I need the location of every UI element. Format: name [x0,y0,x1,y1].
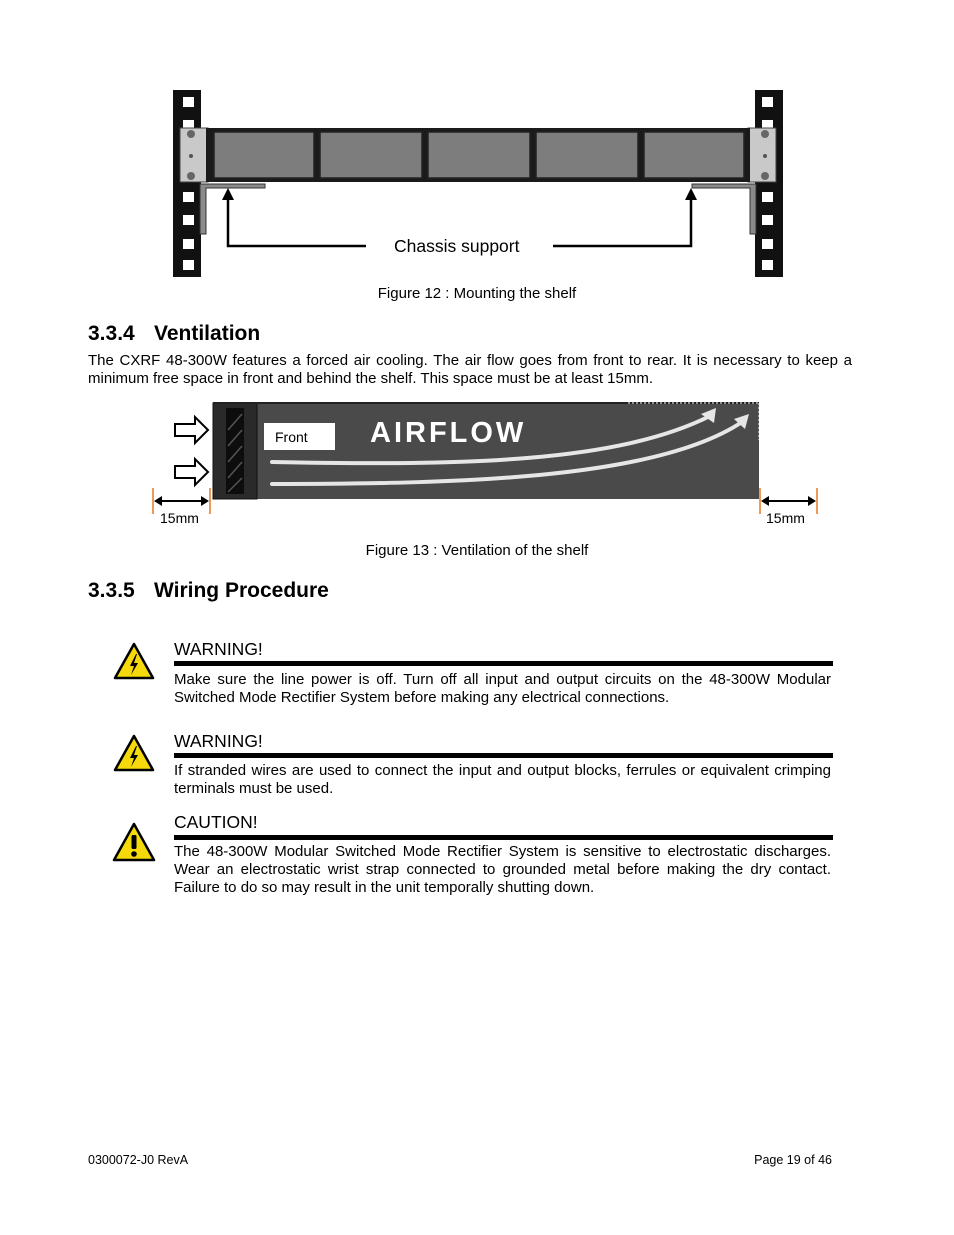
section-title: Ventilation [154,322,261,345]
notice-text: The 48-300W Modular Switched Mode Rectifier System is sensitive to electrostatic discharges. Wear an electrostatic wrist strap connected to grounded metal before making the dry contact. Failure to do so may result in the unit temporally shutting down. [174,843,831,896]
section-number: 3.3.5 [88,579,135,602]
intake-arrow-icon [175,417,208,443]
figure-13-caption: Figure 13 : Ventilation of the shelf [365,542,589,559]
section-title: Wiring Procedure [154,579,329,602]
chassis-support-label: Chassis support [394,236,520,256]
section-heading-wiring [88,579,329,603]
electrical-hazard-icon [113,734,155,777]
front-label-text: Front [275,429,308,445]
caution-exclamation-icon [112,822,156,867]
notice-text: If stranded wires are used to connect the input and output blocks, ferrules or equivalent crimping terminals must be used. [174,762,831,797]
notice-title: WARNING! [174,639,263,659]
footer-page-number: Page 19 of 46 [754,1153,832,1167]
front-label [264,423,335,450]
notice-text: Make sure the line power is off. Turn off all input and output circuits on the 48-300W Modular Switched Mode Rectifier System before making any electrical connections. [174,671,831,706]
intake-arrow-icon [175,459,208,485]
section-number: 3.3.4 [88,322,135,345]
rectifier-modules [214,132,744,178]
airflow-label: AIRFLOW [370,417,527,449]
ventilation-paragraph: The CXRF 48-300W features a forced air cooling. The air flow goes from front to rear. It is necessary to keep a minimum free space in front and behind the shelf. This space must be at least 15mm. [88,352,852,387]
right-clearance-label: 15mm [766,510,805,526]
left-chassis-bracket [200,184,265,234]
figure-mounting-shelf [170,88,786,280]
figure-12-caption: Figure 12 : Mounting the shelf [377,285,577,302]
notice-rule [174,661,833,666]
left-clearance-label: 15mm [160,510,199,526]
footer-doc-id: 0300072-J0 RevA [88,1153,189,1167]
notice-title: CAUTION! [174,812,258,832]
section-heading-ventilation [88,322,260,346]
notice-rule [174,753,833,758]
notice-rule [174,835,833,840]
right-chassis-bracket [692,184,756,234]
figure-ventilation [148,400,824,530]
notice-title: WARNING! [174,731,263,751]
electrical-hazard-icon [113,642,155,685]
